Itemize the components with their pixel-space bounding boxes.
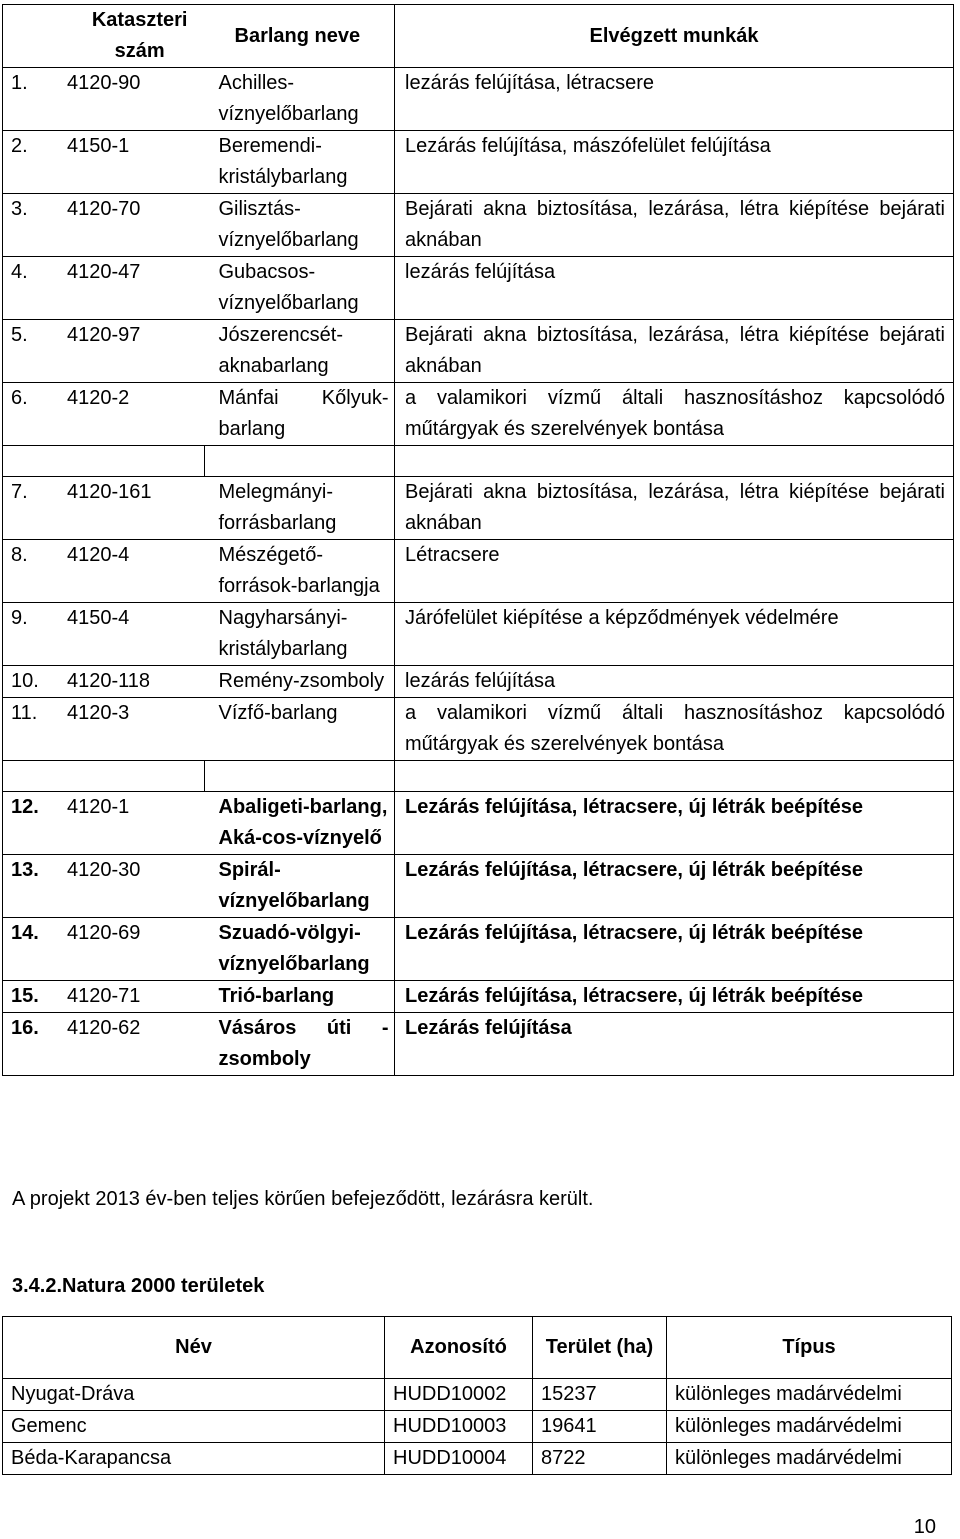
cadastre-number: 4120-30 bbox=[67, 859, 141, 881]
table-row bbox=[3, 698, 954, 761]
cave-name: Achilles-víznyelőbarlang bbox=[218, 72, 359, 125]
table-spacer-row bbox=[3, 761, 954, 792]
natura-id: HUDD10004 bbox=[385, 1443, 533, 1475]
row-number: 9. bbox=[11, 607, 28, 629]
table-row bbox=[3, 383, 954, 446]
header-nr-kat: Kataszteri szám bbox=[91, 9, 188, 62]
table-row bbox=[3, 194, 954, 257]
table-row bbox=[3, 855, 954, 918]
table-row bbox=[3, 792, 954, 855]
cadastre-number: 4150-1 bbox=[67, 135, 130, 157]
cadastre-number: 4120-70 bbox=[67, 198, 141, 220]
works-done: Bejárati akna biztosítása, lezárása, létra kiépítése bejárati aknában bbox=[395, 320, 954, 383]
cadastre-number: 4120-71 bbox=[67, 985, 141, 1007]
row-number: 10. bbox=[11, 670, 39, 692]
table-row bbox=[3, 1013, 954, 1076]
works-done: Lezárás felújítása, létracsere, új létrák beépítése bbox=[395, 918, 954, 981]
cadastre-number: 4120-2 bbox=[67, 387, 130, 409]
cadastre-number: 4120-118 bbox=[67, 670, 151, 692]
works-done: lezárás felújítása bbox=[395, 257, 954, 320]
natura-row bbox=[3, 1411, 952, 1443]
works-done: a valamikori vízmű általi hasznosításhoz kapcsolódó műtárgyak és szerelvények bontása bbox=[395, 383, 954, 446]
cave-name: Gubacsos-víznyelőbarlang bbox=[218, 261, 359, 314]
natura-area: 19641 bbox=[533, 1411, 667, 1443]
natura-type: különleges madárvédelmi bbox=[667, 1443, 952, 1475]
row-number: 16. bbox=[11, 1017, 39, 1039]
cave-name: Vásáros úti - zsomboly bbox=[218, 1017, 389, 1070]
table-row bbox=[3, 666, 954, 698]
row-number: 5. bbox=[11, 324, 28, 346]
cave-name: Remény-zsomboly bbox=[218, 670, 385, 692]
cadastre-number: 4120-4 bbox=[67, 544, 130, 566]
table-row bbox=[3, 68, 954, 131]
natura-name: Gemenc bbox=[3, 1411, 385, 1443]
cadastre-number: 4120-62 bbox=[67, 1017, 141, 1039]
row-number: 4. bbox=[11, 261, 28, 283]
caves-table-header bbox=[3, 5, 954, 68]
natura-area: 15237 bbox=[533, 1379, 667, 1411]
natura-name: Béda-Karapancsa bbox=[3, 1443, 385, 1475]
cave-name: Mánfai Kőlyuk-barlang bbox=[218, 387, 389, 440]
works-done: Lezárás felújítása bbox=[395, 1013, 954, 1076]
works-done: Lezárás felújítása, mászófelület felújítása bbox=[395, 131, 954, 194]
works-done: Bejárati akna biztosítása, lezárása, létra kiépítése bejárati aknában bbox=[395, 194, 954, 257]
table-spacer-row bbox=[3, 446, 954, 477]
works-done: a valamikori vízmű általi hasznosításhoz kapcsolódó műtárgyak és szerelvények bontása bbox=[395, 698, 954, 761]
table-row bbox=[3, 918, 954, 981]
natura-id: HUDD10003 bbox=[385, 1411, 533, 1443]
works-done: Lezárás felújítása, létracsere, új létrák beépítése bbox=[395, 792, 954, 855]
natura-header-id: Azonosító bbox=[385, 1317, 533, 1379]
cadastre-number: 4120-161 bbox=[67, 481, 152, 503]
row-number: 13. bbox=[11, 859, 39, 881]
cave-name: Szuadó-völgyi-víznyelőbarlang bbox=[218, 922, 370, 975]
natura-table-header bbox=[3, 1317, 952, 1379]
natura-type: különleges madárvédelmi bbox=[667, 1411, 952, 1443]
table-row bbox=[3, 320, 954, 383]
row-number: 15. bbox=[11, 985, 39, 1007]
natura-area: 8722 bbox=[533, 1443, 667, 1475]
row-number: 6. bbox=[11, 387, 28, 409]
works-done: Járófelület kiépítése a képződmények védelmére bbox=[395, 603, 954, 666]
row-number: 2. bbox=[11, 135, 28, 157]
cave-name: Gilisztás-víznyelőbarlang bbox=[218, 198, 359, 251]
works-done: Lezárás felújítása, létracsere, új létrák beépítése bbox=[395, 981, 954, 1013]
row-number: 8. bbox=[11, 544, 28, 566]
table-row bbox=[3, 477, 954, 540]
works-done: lezárás felújítása bbox=[395, 666, 954, 698]
works-done: lezárás felújítása, létracsere bbox=[395, 68, 954, 131]
row-number: 11. bbox=[11, 702, 38, 724]
cadastre-number: 4120-47 bbox=[67, 261, 141, 283]
table-row bbox=[3, 131, 954, 194]
row-number: 14. bbox=[11, 922, 39, 944]
page-number: 10 bbox=[913, 1516, 936, 1538]
natura-row bbox=[3, 1379, 952, 1411]
row-number: 7. bbox=[11, 481, 28, 503]
natura-table bbox=[2, 1316, 952, 1475]
cadastre-number: 4150-4 bbox=[67, 607, 130, 629]
cave-name: Jószerencsét-aknabarlang bbox=[218, 324, 343, 377]
cave-name: Spirál-víznyelőbarlang bbox=[218, 859, 370, 912]
cadastre-number: 4120-90 bbox=[67, 72, 141, 94]
table-row bbox=[3, 603, 954, 666]
cadastre-number: 4120-69 bbox=[67, 922, 141, 944]
works-done: Létracsere bbox=[395, 540, 954, 603]
section-heading: 3.4.2.Natura 2000 területek bbox=[12, 1275, 265, 1297]
natura-header-area: Terület (ha) bbox=[533, 1317, 667, 1379]
works-done: Lezárás felújítása, létracsere, új létrák beépítése bbox=[395, 855, 954, 918]
project-note: A projekt 2013 év-ben teljes körűen befejeződött, lezárásra került. bbox=[12, 1188, 594, 1210]
row-number: 1. bbox=[11, 72, 28, 94]
cave-name: Mészégető-források-barlangja bbox=[218, 544, 380, 597]
cave-name: Melegmányi-forrásbarlang bbox=[218, 481, 337, 534]
cave-name: Trió-barlang bbox=[218, 985, 335, 1007]
table-row bbox=[3, 540, 954, 603]
cave-name: Nagyharsányi-kristálybarlang bbox=[218, 607, 348, 660]
natura-row bbox=[3, 1443, 952, 1475]
cave-name: Abaligeti-barlang, Aká-cos-víznyelő bbox=[218, 796, 388, 849]
natura-header-type: Típus bbox=[667, 1317, 952, 1379]
table-row bbox=[3, 257, 954, 320]
table-row bbox=[3, 981, 954, 1013]
cave-name: Beremendi-kristálybarlang bbox=[218, 135, 348, 188]
cave-name: Vízfő-barlang bbox=[218, 702, 338, 724]
row-number: 3. bbox=[11, 198, 28, 220]
caves-table bbox=[2, 4, 954, 1076]
header-name: Barlang neve bbox=[205, 5, 395, 68]
cadastre-number: 4120-97 bbox=[67, 324, 141, 346]
cadastre-number: 4120-1 bbox=[67, 796, 130, 818]
natura-header-name: Név bbox=[3, 1317, 385, 1379]
natura-id: HUDD10002 bbox=[385, 1379, 533, 1411]
works-done: Bejárati akna biztosítása, lezárása, létra kiépítése bejárati aknában bbox=[395, 477, 954, 540]
natura-name: Nyugat-Dráva bbox=[3, 1379, 385, 1411]
row-number: 12. bbox=[11, 796, 39, 818]
natura-type: különleges madárvédelmi bbox=[667, 1379, 952, 1411]
cadastre-number: 4120-3 bbox=[67, 702, 130, 724]
header-works: Elvégzett munkák bbox=[395, 5, 954, 68]
